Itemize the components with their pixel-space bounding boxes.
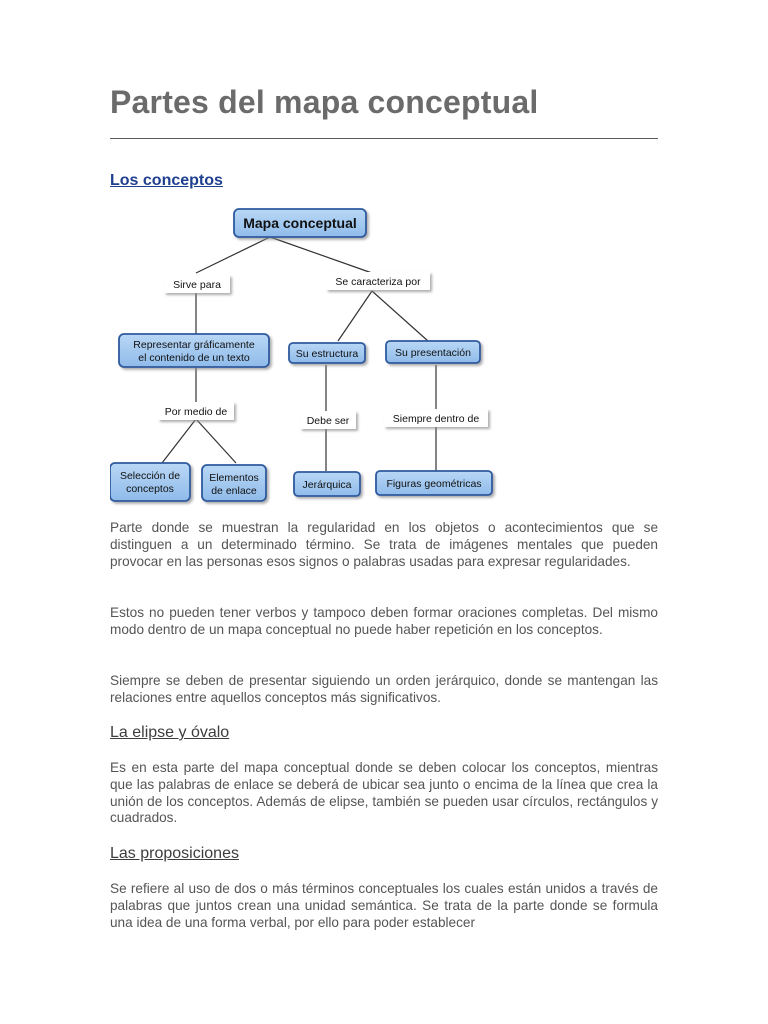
- label-seleccion-2: conceptos: [126, 483, 174, 495]
- link-sirve-para: Sirve para: [173, 279, 221, 291]
- concept-map-svg: [110, 205, 500, 507]
- label-mapa-conceptual: Mapa conceptual: [243, 215, 357, 231]
- link-por-medio-de: Por medio de: [164, 406, 228, 418]
- label-representar-1: Representar gráficamente: [133, 339, 255, 351]
- link-debe-ser: Debe ser: [306, 415, 350, 427]
- link-se-caracteriza-por: Se caracteriza por: [335, 276, 421, 288]
- label-figuras-geometricas: Figuras geométricas: [386, 478, 482, 490]
- concept-labels: [120, 215, 482, 497]
- label-seleccion-1: Selección de: [119, 470, 181, 482]
- label-representar-2: el contenido de un texto: [138, 352, 250, 364]
- paragraph-conceptos-2: Estos no pueden tener verbos y tampoco deben formar oraciones completas. Del mismo modo dentro de un mapa conceptual no puede haber repetición en los conceptos.: [110, 605, 658, 637]
- paragraph-proposiciones: Se refiere al uso de dos o más términos conceptuales los cuales están unidos a través de palabras que juntos crean una unidad semántica. Se trata de la parte donde se formula una idea de una forma verbal, por ello para poder establecer: [110, 881, 658, 930]
- label-su-estructura: Su estructura: [295, 348, 359, 360]
- section-heading-proposiciones: Las proposiciones: [110, 845, 239, 862]
- label-elementos-2: de enlace: [211, 485, 257, 497]
- label-jerarquica: Jerárquica: [302, 479, 352, 491]
- paragraph-conceptos-3: Siempre se deben de presentar siguiendo un orden jerárquico, donde se mantengan las relaciones entre aquellos conceptos más significativos.: [110, 673, 658, 705]
- node-seleccion-conceptos: [110, 463, 190, 501]
- concept-map-diagram: [110, 205, 500, 507]
- title-divider: [110, 138, 658, 139]
- page-title: Partes del mapa conceptual: [110, 84, 539, 120]
- paragraph-conceptos-1: Parte donde se muestran la regularidad en los objetos o acontecimientos que se distinguen a un determinado término. Se trata de imágenes mentales que pueden provocar en las personas esos signos o palabras usadas para expresar regularidades.: [110, 520, 658, 569]
- label-elementos-1: Elementos: [209, 472, 259, 484]
- paragraph-elipse: Es en esta parte del mapa conceptual donde se deben colocar los conceptos, mientras que las palabras de enlace se deberá de ubicar sea junto o encima de la línea que crea la unión de los conceptos. Además de elipse, también se pueden usar círculos, rectángulos y cuadrados.: [110, 760, 658, 826]
- section-heading-elipse: La elipse y óvalo: [110, 724, 230, 741]
- label-su-presentacion: Su presentación: [395, 347, 471, 359]
- link-siempre-dentro-de: Siempre dentro de: [392, 413, 480, 425]
- section-heading-conceptos: Los conceptos: [110, 172, 223, 189]
